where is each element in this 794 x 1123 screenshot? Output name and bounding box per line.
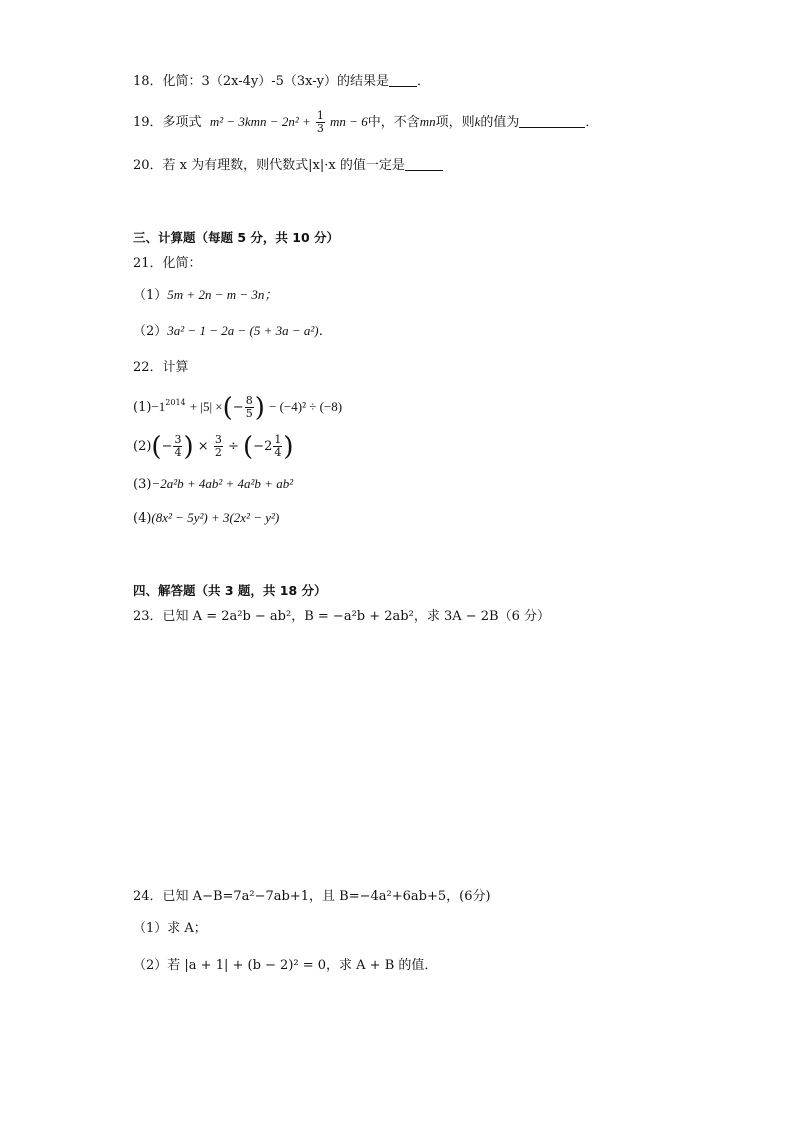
q19-fraction: $\frac{1}{3}$ — [316, 109, 324, 135]
question-24: 24．已知 A−B=7a²−7ab+1，且 B=−4a²+6ab+5，(6分) — [133, 889, 491, 904]
q22-p1-fraction: $\frac{8}{5}$ — [245, 394, 253, 420]
question-19: 19．多项式 m² − 3kmn − 2n² + $\frac{1}{3}$ mn − 6中，不含mn项，则k的值为 ． — [133, 109, 599, 135]
question-22-part-2: (2)(− $\frac{3}{4}$ ) × $\frac{3}{2}$ ÷ (−2 $\frac{1}{4}$ ) — [133, 432, 294, 462]
q22-p2-fraction-2: $\frac{3}{2}$ — [214, 433, 222, 459]
question-22-part-1: $(1)-1^{2014} + |5|$ ×(− $\frac{8}{5}$ ) − (−4)² ÷ (−8) — [133, 393, 343, 423]
question-18: 18．化简：3（2x-4y）-5（3x-y）的结果是 ． — [133, 74, 430, 89]
section-3-title: 三、计算题（每题 5 分，共 10 分） — [133, 230, 340, 245]
question-22-part-3: (3)−2a²b + 4ab² + 4a²b + ab² — [133, 476, 294, 492]
question-23: 23．已知 A = 2a²b − ab²，B = −a²b + 2ab²，求 3A − 2B（6 分） — [133, 609, 550, 624]
q19-expr-part2: mn − 6 — [330, 114, 368, 129]
q23-text: 已知 A = 2a²b − ab²，B = −a²b + 2ab²，求 3A − 2B（6 分） — [162, 609, 550, 624]
q18-text: 化简：3（2x-4y）-5（3x-y）的结果是 — [162, 74, 389, 89]
answer-blank-18[interactable] — [389, 72, 417, 87]
q20-text: 若 x 为有理数，则代数式|x|·x 的值一定是 — [162, 158, 405, 173]
question-20: 20．若 x 为有理数，则代数式|x|·x 的值一定是 — [133, 156, 443, 176]
question-22-part-4: (4)(8x² − 5y²) + 3(2x² − y²) — [133, 510, 280, 526]
answer-space-23[interactable] — [133, 640, 653, 870]
answer-blank-19[interactable] — [519, 113, 585, 128]
section-4-title: 四、解答题（共 3 题，共 18 分） — [133, 583, 327, 598]
q19-expr-part1: m² − 3kmn − 2n² + — [209, 114, 311, 129]
q22-p2-fraction-1: $\frac{3}{4}$ — [174, 433, 182, 459]
question-24-part-2: （2）若 |a + 1| + (b − 2)² = 0，求 A + B 的值． — [133, 958, 438, 973]
question-21-part-2: （2）3a² − 1 − 2a − (5 + 3a − a²)． — [133, 323, 332, 339]
q24-text: 已知 A−B=7a²−7ab+1，且 B=−4a²+6ab+5，(6分) — [162, 889, 491, 904]
question-24-part-1: （1）求 A； — [133, 921, 207, 936]
question-21-part-1: （1）5m + 2n − m − 3n； — [133, 287, 278, 303]
q22-p2-fraction-3: $\frac{1}{4}$ — [274, 433, 282, 459]
question-21: 21．化简： — [133, 256, 202, 271]
answer-blank-20[interactable] — [405, 156, 443, 171]
question-22: 22．计算 — [133, 360, 189, 375]
